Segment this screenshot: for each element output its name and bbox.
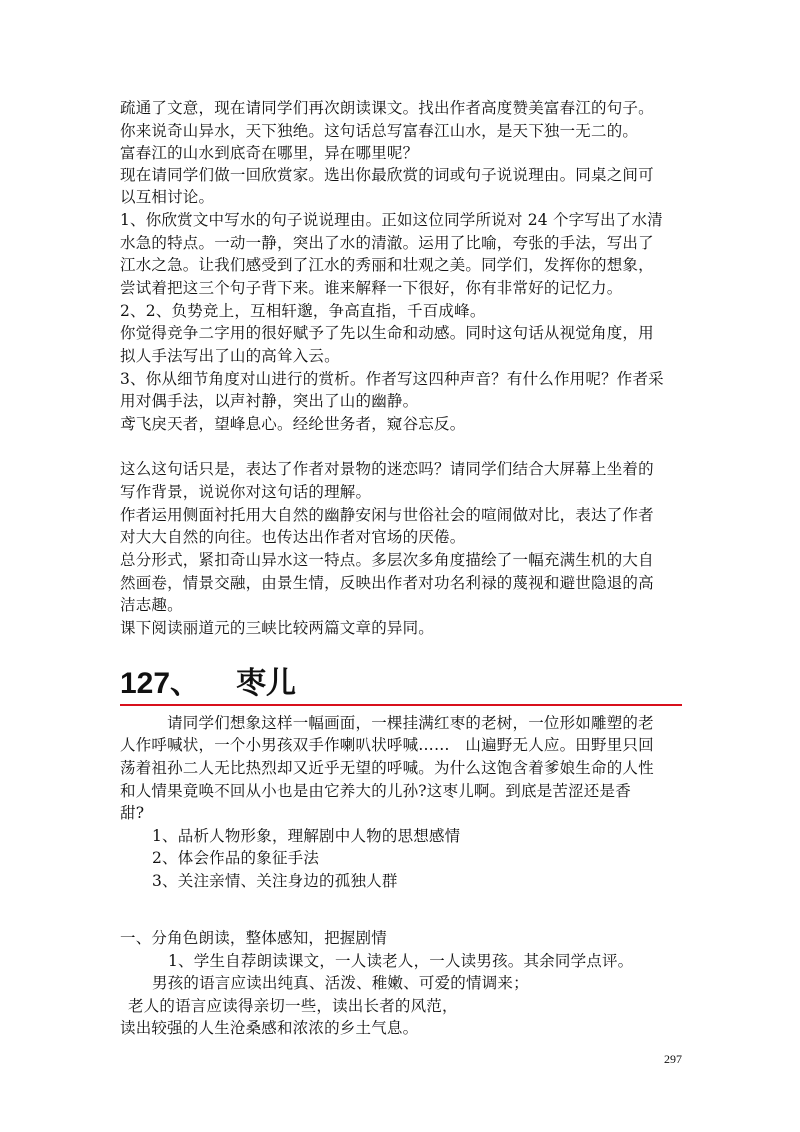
intro-line: 甜? — [120, 804, 145, 822]
page-number: 297 — [664, 1052, 682, 1066]
section-line: 老人的语言应读得亲切一些，读出长者的风范， — [128, 997, 458, 1015]
title-underline — [120, 704, 682, 706]
paragraph-line: 写作背景，说说你对这句话的理解。 — [120, 483, 372, 501]
section-line: 读出较强的人生沧桑感和浓浓的乡土气息。 — [120, 1019, 419, 1037]
paragraph-line: 你觉得竞争二字用的很好赋予了先以生命和动感。同时这句话从视觉角度，用 — [120, 324, 654, 342]
section-line: 1、学生自荐朗读课文，一人读老人，一人读男孩。其余同学点评。 — [168, 952, 634, 970]
paragraph-line: 现在请同学们做一回欣赏家。选出你最欣赏的词或句子说说理由。同桌之间可 — [120, 166, 654, 184]
paragraph-line: 江水之急。让我们感受到了江水的秀丽和壮观之美。同学们，发挥你的想象， — [120, 256, 654, 274]
paragraph-line: 鸢飞戾天者，望峰息心。经纶世务者，窥谷忘反。 — [120, 415, 466, 433]
paragraph-line: 作者运用侧面衬托用大自然的幽静安闲与世俗社会的喧闹做对比，表达了作者 — [120, 506, 654, 524]
paragraph-line: 1、你欣赏文中写水的句子说说理由。正如这位同学所说对 24 个字写出了水清 — [120, 211, 663, 229]
paragraph-line: 以互相讨论。 — [120, 188, 215, 206]
goal-item: 3、关注亲情、关注身边的孤独人群 — [152, 872, 398, 890]
paragraph-line: 这么这句话只是，表达了作者对景物的迷恋吗？请同学们结合大屏幕上坐着的 — [120, 460, 654, 478]
intro-line: 请同学们想象这样一幅画面，一棵挂满红枣的老树，一位形如雕塑的老 — [120, 714, 654, 732]
goal-item: 1、品析人物形象，理解剧中人物的思想感情 — [152, 827, 461, 845]
paragraph-line: 尝试着把这三个句子背下来。谁来解释一下很好，你有非常好的记忆力。 — [120, 279, 623, 297]
intro-line: 和人情果竟唤不回从小也是由它养大的儿孙?这枣儿啊。到底是苦涩还是香 — [120, 782, 631, 800]
paragraph-line: 课下阅读丽道元的三峡比较两篇文章的异同。 — [120, 619, 435, 637]
paragraph-line: 疏通了文意，现在请同学们再次朗读课文。找出作者高度赞美富春江的句子。 — [120, 99, 654, 117]
paragraph-line: 总分形式，紧扣奇山异水这一特点。多层次多角度描绘了一幅充满生机的大自 — [120, 551, 654, 569]
paragraph-line: 对大大自然的向往。也传达出作者对官场的厌倦。 — [120, 528, 466, 546]
paragraph-line: 水急的特点。一动一静，突出了水的清澈。运用了比喻，夸张的手法，写出了 — [120, 234, 654, 252]
chapter-name: 枣儿 — [236, 666, 297, 701]
paragraph-line: 你来说奇山异水，天下独绝。这句话总写富春江山水，是天下独一无二的。 — [120, 122, 639, 140]
paragraph-line: 3、你从细节角度对山进行的赏析。作者写这四种声音？有什么作用呢？作者采 — [120, 370, 664, 388]
paragraph-line: 用对偶手法，以声衬静，突出了山的幽静。 — [120, 392, 419, 410]
chapter-number: 127、 — [120, 667, 201, 700]
section-line: 男孩的语言应读出纯真、活泼、稚嫩、可爱的情调来； — [152, 974, 529, 992]
goal-item: 2、体会作品的象征手法 — [152, 849, 320, 867]
paragraph-line: 富春江的山水到底奇在哪里，异在哪里呢？ — [120, 144, 419, 162]
intro-line: 荡着祖孙二人无比热烈却又近乎无望的呼喊。为什么这饱含着爹娘生命的人性 — [120, 759, 654, 777]
intro-line: 人作呼喊状，一个小男孩双手作喇叭状呼喊…… 山遍野无人应。田野里只回 — [120, 736, 654, 754]
paragraph-line: 然画卷，情景交融，由景生情，反映出作者对功名利禄的蔑视和避世隐退的高 — [120, 574, 654, 592]
section-heading: 一、分角色朗读，整体感知，把握剧情 — [120, 929, 387, 947]
paragraph-line: 2、2、负势竞上，互相轩邈，争高直指，千百成峰。 — [120, 302, 486, 320]
paragraph-line: 拟人手法写出了山的高耸入云。 — [120, 347, 340, 365]
chapter-title — [120, 666, 296, 702]
paragraph-line: 洁志趣。 — [120, 596, 183, 614]
